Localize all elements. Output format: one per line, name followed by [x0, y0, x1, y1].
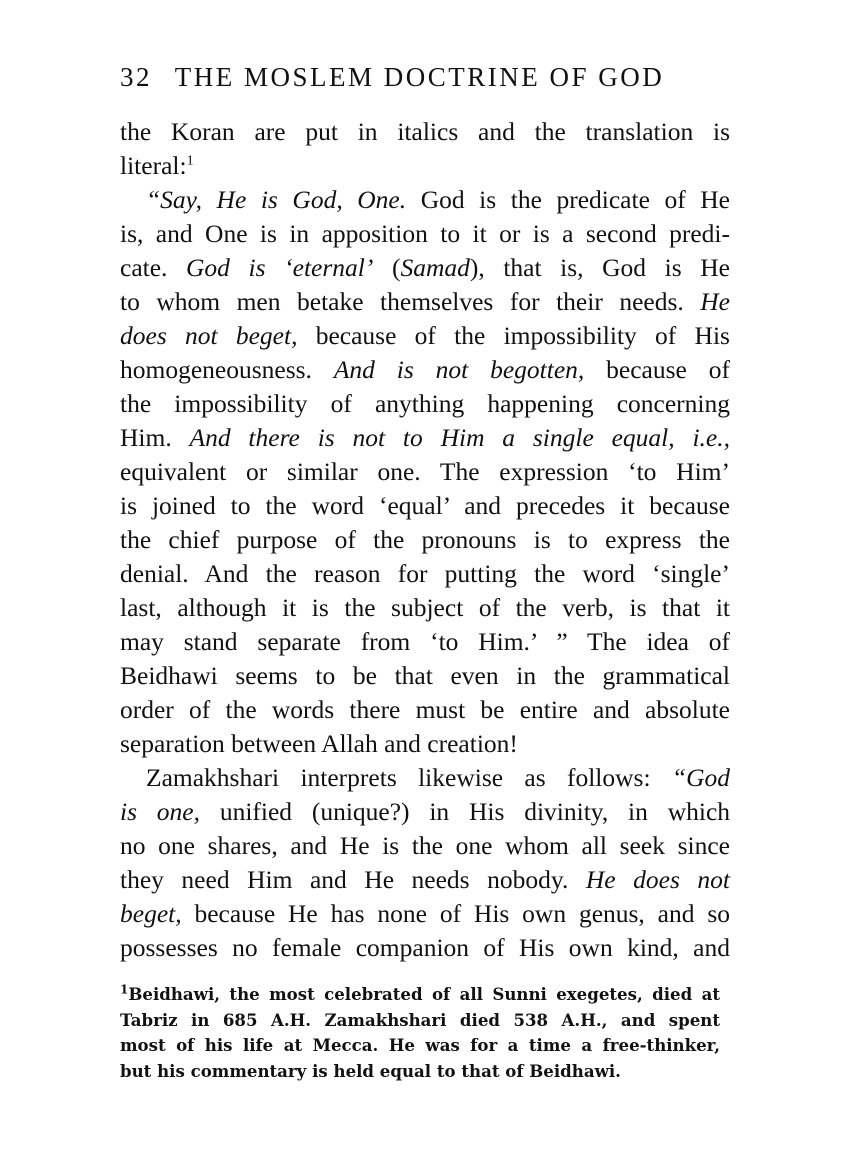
- footnote-marker: 1: [120, 982, 129, 997]
- text-line: [120, 217, 730, 251]
- text-run: Him.: [120, 423, 190, 452]
- text-line: [120, 761, 730, 795]
- text-run: Zamakhshari interprets likewise as follows:: [146, 763, 672, 792]
- running-header: [120, 62, 730, 102]
- text-run: ), that is, God is He: [469, 253, 730, 282]
- text-run: Beidhawi seems to be that even in the grammatical: [120, 661, 730, 690]
- text-run: may stand separate from ‘to Him.’ ” The idea of: [120, 627, 730, 656]
- footnote-text: most of his life at Mecca. He was for a time a free-thinker,: [120, 1035, 720, 1055]
- text-line: [120, 727, 730, 761]
- italic-text: And is not begotten,: [333, 355, 585, 384]
- text-run: because He has none of His own genus, and so: [181, 899, 730, 928]
- italic-text: beget,: [120, 899, 182, 928]
- text-run: because of the impossibility of His: [297, 321, 730, 350]
- text-run: homogeneousness.: [120, 355, 334, 384]
- text-run: cate.: [120, 253, 187, 282]
- text-run: unified (unique?) in His divinity, in which: [200, 797, 731, 826]
- footnote-text: Beidhawi, the most celebrated of all Sunni exegetes, died at: [128, 984, 720, 1004]
- text-line: [120, 319, 730, 353]
- text-run: to whom men betake themselves for their needs.: [120, 287, 701, 316]
- text-run: order of the words there must be entire and absolute: [120, 695, 730, 724]
- footnote-reference: 1: [186, 153, 194, 169]
- text-run: the impossibility of anything happening concerning: [120, 389, 730, 418]
- text-line: [120, 693, 730, 727]
- text-line: [120, 591, 730, 625]
- footnote-text: Tabriz in 685 A.H. Zamakhshari died 538 A.H., and spent: [120, 1009, 720, 1030]
- text-run: equivalent or similar one. The expression ‘to Him’: [120, 457, 730, 486]
- text-line: [120, 931, 730, 965]
- text-run: is, and One is in apposition to it or is a second predi-: [120, 219, 730, 248]
- text-run: last, although it is the subject of the verb, is that it: [120, 593, 730, 622]
- text-line: [120, 863, 730, 897]
- text-run: the Koran are put in italics and the translation is: [120, 117, 730, 146]
- text-line: [120, 421, 730, 455]
- text-line: [120, 183, 730, 217]
- text-run: they need Him and He needs nobody.: [120, 865, 586, 894]
- italic-text: “Say, He is God, One.: [146, 185, 407, 214]
- text-run: denial. And the reason for putting the word ‘single’: [120, 559, 730, 588]
- footnote-line: [120, 1008, 720, 1034]
- italic-text: Samad: [400, 253, 470, 282]
- italic-text: He does not: [585, 865, 730, 894]
- text-run: because of: [584, 355, 730, 384]
- text-line: [120, 115, 730, 149]
- text-line: [120, 829, 730, 863]
- text-line: [120, 557, 730, 591]
- footnote-line: [120, 982, 720, 1008]
- text-line: [120, 489, 730, 523]
- text-line: [120, 251, 730, 285]
- text-line: [120, 353, 730, 387]
- text-line: [120, 149, 730, 183]
- text-line: [120, 455, 730, 489]
- text-line: [120, 285, 730, 319]
- text-run: the chief purpose of the pronouns is to express the: [120, 525, 730, 554]
- footnote-block: [120, 982, 720, 1084]
- footnote-line: [120, 1059, 720, 1085]
- text-line: [120, 523, 730, 557]
- text-line: [120, 795, 730, 829]
- text-line: [120, 897, 730, 931]
- italic-text: is one,: [120, 797, 201, 826]
- text-run: possesses no female companion of His own kind, and: [120, 933, 730, 962]
- text-line: [120, 625, 730, 659]
- footnote-text: but his commentary is held equal to that of Beidhawi.: [120, 1060, 621, 1081]
- text-run: separation between Allah and creation!: [120, 729, 518, 758]
- text-run: no one shares, and He is the one whom all seek since: [120, 831, 730, 860]
- footnote-line: [120, 1033, 720, 1059]
- text-run: literal:: [120, 151, 187, 180]
- italic-text: “God: [671, 763, 730, 792]
- italic-text: God is ‘eternal’: [186, 253, 374, 282]
- running-title: THE MOSLEM DOCTRINE OF GOD: [174, 62, 665, 92]
- italic-text: does not beget,: [120, 321, 298, 350]
- page-number: 32: [120, 62, 152, 92]
- italic-text: He: [700, 287, 730, 316]
- text-line: [120, 387, 730, 421]
- main-text: [120, 115, 730, 965]
- text-line: [120, 659, 730, 693]
- text-run: (: [373, 253, 401, 282]
- text-run: is joined to the word ‘equal’ and precedes it because: [120, 491, 730, 520]
- text-run: God is the predicate of He: [406, 185, 730, 214]
- italic-text: And there is not to Him a single equal, i.e.,: [189, 423, 730, 452]
